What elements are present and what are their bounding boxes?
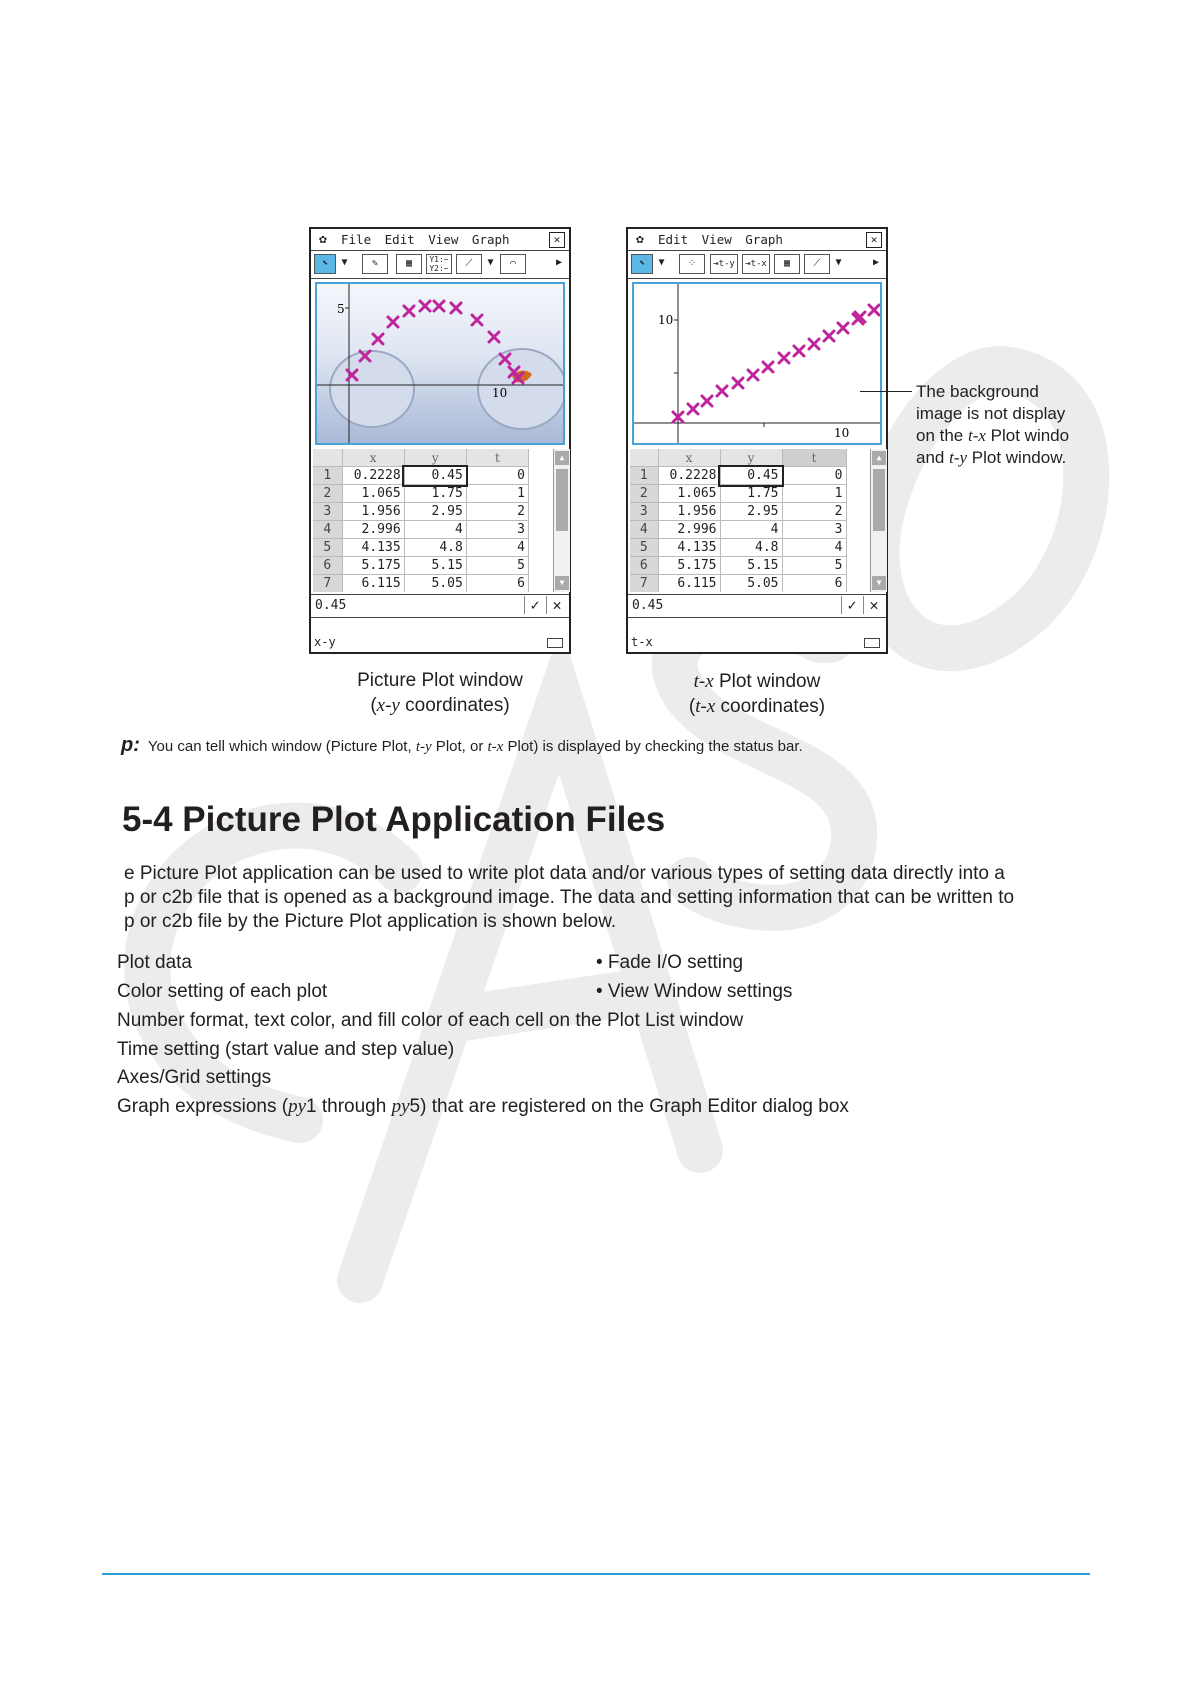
caption-tx-plot (650, 669, 864, 719)
leader-line (860, 391, 912, 392)
picture-plot-window (309, 227, 571, 654)
toolbar (628, 251, 886, 279)
table-row (630, 575, 846, 593)
tip-label: p: (121, 734, 140, 756)
toolbar (311, 251, 569, 279)
list-item: • View Window settings (596, 981, 793, 1002)
list-item (117, 1095, 849, 1119)
plot-list-table (313, 449, 551, 592)
more-arrow-icon[interactable]: ▶ (868, 254, 884, 274)
list-text: 1 through (306, 1096, 392, 1117)
cell-x[interactable]: 0.2228 (658, 467, 720, 485)
cell-t[interactable]: 2 (466, 503, 528, 521)
cancel-icon[interactable]: ✕ (546, 596, 567, 614)
caption-text: Plot window (713, 671, 821, 692)
scrollbar[interactable] (553, 449, 570, 592)
table-icon[interactable]: ▦ (396, 254, 422, 274)
cell-t[interactable]: 3 (466, 521, 528, 539)
paragraph-line: p or c2b file that is opened as a background image. The data and setting information that can be written to (124, 887, 1015, 908)
row-index: 6 (630, 557, 658, 575)
row-index: 3 (313, 503, 342, 521)
caption-line-1: Picture Plot window (357, 670, 523, 691)
cancel-icon[interactable]: ✕ (863, 596, 884, 614)
cell-y[interactable]: 0.45 (404, 467, 466, 485)
x-tick-label: 10 (492, 386, 508, 400)
table-row (313, 575, 529, 593)
gear-icon[interactable]: ✿ (319, 232, 327, 247)
plot-area[interactable] (632, 282, 882, 445)
scroll-thumb[interactable] (556, 469, 568, 531)
table-row (630, 503, 846, 521)
cell-x[interactable]: 1.065 (658, 485, 720, 503)
column-header-x[interactable]: x (658, 449, 720, 467)
menu-view[interactable]: View (701, 232, 732, 247)
paragraph-line: p or c2b file by the Picture Plot application is shown below. (124, 911, 617, 932)
pen-icon[interactable]: ✎ (362, 254, 388, 274)
row-index: 3 (630, 503, 658, 521)
cell-y[interactable]: 2.95 (720, 503, 782, 521)
more-arrow-icon[interactable]: ▶ (551, 254, 567, 274)
table-row (313, 503, 529, 521)
row-index: 6 (313, 557, 342, 575)
list-item: Number format, text color, and fill color of each cell on the Plot List window (117, 1010, 744, 1031)
side-note-line (916, 425, 1069, 447)
side-note-line: The background (916, 382, 1039, 401)
section-heading: 5-4 Picture Plot Application Files (122, 800, 666, 839)
row-index: 5 (313, 539, 342, 557)
side-note (916, 381, 1069, 469)
tip-text: You can tell which window (Picture Plot, (147, 738, 416, 755)
scrollbar[interactable] (870, 449, 887, 592)
menu-file[interactable]: File (341, 232, 372, 247)
list-item: Axes/Grid settings (117, 1067, 272, 1088)
column-header-x[interactable]: x (342, 449, 404, 467)
cell-y[interactable]: 4.8 (720, 539, 782, 557)
tip-text: Plot) is displayed by checking the status bar. (503, 738, 803, 755)
table-row (630, 539, 846, 557)
cell-t[interactable]: 3 (782, 521, 846, 539)
menu-bar (628, 229, 886, 251)
side-note-text: Plot window. (967, 448, 1067, 467)
switch-to-ty-icon[interactable]: ⇥t-y (710, 254, 738, 274)
column-header-t[interactable]: t (466, 449, 528, 467)
row-index: 2 (630, 485, 658, 503)
graph-icon[interactable]: ⟋ (804, 254, 830, 274)
side-note-text: and (916, 448, 950, 467)
cell-t[interactable]: 0 (466, 467, 528, 485)
caption-text: coordinates) (715, 696, 826, 717)
caption-line-2 (650, 694, 864, 719)
tip-italic: t-y (415, 739, 432, 755)
table-header-row (630, 449, 846, 467)
cell-y[interactable]: 5.05 (404, 575, 466, 593)
menu-bar (311, 229, 569, 251)
column-header-y[interactable]: y (720, 449, 782, 467)
list-text: 5) that are registered on the Graph Editor dialog box (409, 1096, 849, 1117)
cell-x[interactable]: 1.956 (658, 503, 720, 521)
side-note-italic: t-y (949, 448, 968, 467)
plot-list-table (630, 449, 868, 592)
side-note-text: Plot windo (985, 426, 1070, 445)
caption-italic: x-y (376, 695, 400, 716)
menu-graph[interactable]: Graph (471, 232, 510, 247)
battery-icon (547, 638, 563, 648)
cell-t[interactable]: 6 (466, 575, 528, 593)
dropdown-arrow-icon[interactable]: ▼ (484, 254, 497, 274)
check-icon[interactable]: ✓ (841, 596, 862, 614)
list-item: Time setting (start value and step value) (117, 1039, 455, 1060)
cell-t[interactable]: 2 (782, 503, 846, 521)
cell-y[interactable]: 1.75 (720, 485, 782, 503)
row-index: 1 (313, 467, 342, 485)
scroll-up-icon[interactable]: ▲ (872, 451, 886, 465)
tip-italic: t-x (487, 739, 504, 755)
table-row (630, 557, 846, 575)
status-text: t-x (631, 635, 653, 649)
close-icon[interactable]: ✕ (866, 232, 882, 248)
table-row (313, 539, 529, 557)
row-index: 2 (313, 485, 342, 503)
switch-to-tx-icon[interactable]: ⇥t-x (742, 254, 770, 274)
cell-y[interactable]: 5.15 (720, 557, 782, 575)
entry-value[interactable]: 0.45 (315, 598, 347, 613)
regression-icon[interactable]: ⌒ (500, 254, 526, 274)
graph-editor-icon[interactable]: Y1:− Y2:− (426, 254, 452, 274)
menu-graph[interactable]: Graph (745, 232, 783, 247)
cell-x[interactable]: 1.065 (342, 485, 404, 503)
gear-icon[interactable]: ✿ (636, 232, 644, 247)
side-note-line: image is not display (916, 404, 1066, 423)
table-row (630, 521, 846, 539)
table-header-row (313, 449, 529, 467)
cell-x[interactable]: 5.175 (342, 557, 404, 575)
entry-line[interactable] (311, 594, 569, 618)
menu-view[interactable]: View (428, 232, 459, 247)
caption-line-2 (330, 693, 550, 718)
caption-italic: t-x (693, 671, 714, 692)
select-pointer-icon[interactable]: ⬉ (631, 254, 653, 274)
x-tick-label: 10 (834, 426, 850, 440)
table-row (313, 485, 529, 503)
caption-text: ( (370, 695, 377, 716)
y-tick-label: 5 (337, 302, 345, 316)
cell-t[interactable]: 4 (466, 539, 528, 557)
battery-icon (864, 638, 880, 648)
cell-x[interactable]: 6.115 (342, 575, 404, 593)
caption-line-1 (650, 669, 864, 694)
row-index: 1 (630, 467, 658, 485)
row-index: 4 (630, 521, 658, 539)
menu-edit[interactable]: Edit (384, 232, 415, 247)
scroll-down-icon[interactable]: ▼ (872, 576, 886, 590)
caption-text: ( (688, 696, 696, 717)
cell-t[interactable]: 1 (466, 485, 528, 503)
status-bar (311, 632, 569, 652)
plot-settings-icon[interactable]: ⁘ (679, 254, 705, 274)
cell-y[interactable]: 5.05 (720, 575, 782, 593)
entry-value[interactable]: 0.45 (632, 598, 664, 613)
plot-background (634, 284, 880, 443)
row-index: 7 (313, 575, 342, 593)
select-pointer-icon[interactable]: ⬉ (314, 254, 336, 274)
tx-plot-window (626, 227, 888, 654)
check-icon[interactable]: ✓ (524, 596, 545, 614)
cell-x[interactable]: 2.996 (342, 521, 404, 539)
cell-y[interactable]: 5.15 (404, 557, 466, 575)
paragraph-line: e Picture Plot application can be used to write plot data and/or various types of setting data directly into a (124, 863, 1005, 884)
cell-y[interactable]: 0.45 (720, 467, 782, 485)
side-note-italic: t-x (968, 426, 986, 445)
cell-t[interactable]: 4 (782, 539, 846, 557)
table-row (313, 557, 529, 575)
scroll-down-icon[interactable]: ▼ (555, 576, 569, 590)
row-index: 7 (630, 575, 658, 593)
dropdown-arrow-icon[interactable]: ▼ (655, 254, 668, 274)
cell-x[interactable]: 0.2228 (342, 467, 404, 485)
row-index: 4 (313, 521, 342, 539)
cell-y[interactable]: 2.95 (404, 503, 466, 521)
table-row (313, 521, 529, 539)
list-item: Color setting of each plot (117, 981, 328, 1002)
section-paragraph (124, 862, 1014, 934)
menu-edit[interactable]: Edit (658, 232, 689, 247)
plot-area[interactable] (315, 282, 565, 445)
cell-x[interactable]: 4.135 (342, 539, 404, 557)
table-icon[interactable]: ▦ (774, 254, 800, 274)
cell-t[interactable]: 5 (782, 557, 846, 575)
cell-x[interactable]: 1.956 (342, 503, 404, 521)
cell-t[interactable]: 5 (466, 557, 528, 575)
tip-note (121, 734, 803, 757)
cell-x[interactable]: 4.135 (658, 539, 720, 557)
cell-x[interactable]: 5.175 (658, 557, 720, 575)
side-note-text: on the (916, 426, 968, 445)
side-note-line (916, 447, 1069, 469)
dropdown-arrow-icon[interactable]: ▼ (832, 254, 845, 274)
y-tick-label: 10 (658, 313, 674, 327)
cell-t[interactable]: 1 (782, 485, 846, 503)
caption-italic: t-x (695, 696, 716, 717)
cell-t[interactable]: 6 (782, 575, 846, 593)
close-icon[interactable]: ✕ (549, 232, 565, 248)
graph-icon[interactable]: ⟋ (456, 254, 482, 274)
column-header-t[interactable]: t (782, 449, 846, 467)
list-italic: py (391, 1096, 410, 1117)
list-item: Plot data (117, 952, 192, 973)
cell-y[interactable]: 4.8 (404, 539, 466, 557)
dropdown-arrow-icon[interactable]: ▼ (338, 254, 351, 274)
cell-y[interactable]: 1.75 (404, 485, 466, 503)
scroll-up-icon[interactable]: ▲ (555, 451, 569, 465)
table-row (630, 467, 846, 485)
cell-y[interactable]: 4 (404, 521, 466, 539)
status-text: x-y (314, 635, 336, 649)
scroll-thumb[interactable] (873, 469, 885, 531)
list-italic: py (288, 1096, 307, 1117)
status-bar (628, 632, 886, 652)
list-text: Graph expressions ( (117, 1096, 289, 1117)
table-row (630, 485, 846, 503)
caption-text: coordinates) (399, 695, 510, 716)
cell-y[interactable]: 4 (720, 521, 782, 539)
caption-picture-plot (330, 668, 550, 718)
footer-rule (102, 1573, 1090, 1575)
cell-x[interactable]: 6.115 (658, 575, 720, 593)
list-item: • Fade I/O setting (596, 952, 744, 973)
cell-x[interactable]: 2.996 (658, 521, 720, 539)
tip-text: Plot, or (431, 738, 488, 755)
table-row (313, 467, 529, 485)
row-index: 5 (630, 539, 658, 557)
fishbowl-left (330, 351, 414, 427)
entry-line[interactable] (628, 594, 886, 618)
cell-t[interactable]: 0 (782, 467, 846, 485)
column-header-y[interactable]: y (404, 449, 466, 467)
